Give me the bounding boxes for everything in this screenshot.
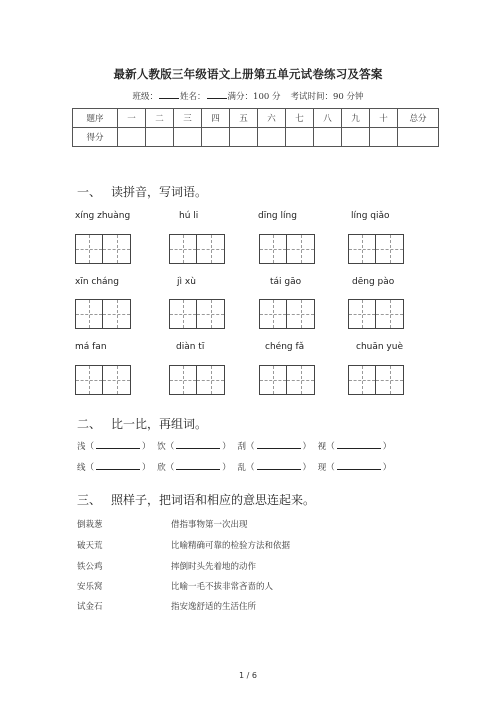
score-value-row bbox=[73, 128, 439, 147]
pinyin-text: tái gāo bbox=[270, 277, 302, 287]
answer-blank[interactable] bbox=[176, 440, 220, 449]
section3-title: 照样子，把词语和相应的意思连起来。 bbox=[111, 493, 316, 507]
writing-box[interactable] bbox=[259, 234, 315, 264]
score-cell[interactable] bbox=[370, 128, 398, 147]
writing-box[interactable] bbox=[169, 299, 225, 329]
page-number: 1 / 6 bbox=[239, 671, 257, 680]
answer-blank[interactable] bbox=[257, 440, 301, 449]
writing-grid-row-2 bbox=[75, 299, 421, 329]
pinyin-row-2 bbox=[75, 277, 421, 291]
word-group-item: 线（ ） bbox=[77, 463, 151, 473]
score-cell[interactable] bbox=[342, 128, 370, 147]
pinyin-text: má fan bbox=[75, 342, 107, 352]
match-meaning[interactable]: 借指事物第一次出现 bbox=[171, 520, 248, 530]
class-blank[interactable] bbox=[159, 89, 179, 99]
score-header-cell: 十 bbox=[370, 109, 398, 128]
section2-heading bbox=[77, 415, 207, 432]
pinyin-text: dīng líng bbox=[258, 211, 297, 221]
answer-blank[interactable] bbox=[96, 461, 140, 470]
writing-box[interactable] bbox=[169, 234, 225, 264]
section1-heading bbox=[77, 183, 207, 200]
section3-heading bbox=[77, 491, 315, 508]
score-table bbox=[72, 108, 439, 147]
name-blank[interactable] bbox=[207, 89, 227, 99]
class-label: 班级： bbox=[132, 92, 159, 102]
writing-box[interactable] bbox=[169, 365, 225, 395]
section1-number: 一、 bbox=[77, 185, 102, 199]
score-cell[interactable] bbox=[286, 128, 314, 147]
match-word[interactable]: 铁公鸡 bbox=[77, 562, 103, 572]
pinyin-text: xíng zhuàng bbox=[75, 211, 131, 221]
score-cell[interactable] bbox=[398, 128, 439, 147]
pinyin-text: chéng fǎ bbox=[265, 342, 305, 352]
writing-box[interactable] bbox=[348, 234, 404, 264]
score-header-cell: 二 bbox=[146, 109, 174, 128]
writing-box[interactable] bbox=[259, 365, 315, 395]
exam-info bbox=[0, 89, 496, 102]
score-header-cell: 四 bbox=[202, 109, 230, 128]
exam-time: 考试时间：90 分钟 bbox=[290, 92, 364, 102]
word-group-item: 乱（ ） bbox=[237, 463, 312, 473]
match-word[interactable]: 破天荒 bbox=[77, 541, 103, 551]
score-header-cell: 六 bbox=[258, 109, 286, 128]
answer-blank[interactable] bbox=[176, 461, 220, 470]
section2-title: 比一比，再组词。 bbox=[111, 417, 208, 431]
score-header-cell: 总分 bbox=[398, 109, 439, 128]
match-word[interactable]: 安乐窝 bbox=[77, 582, 103, 592]
word-group-row-2 bbox=[77, 461, 395, 473]
writing-box[interactable] bbox=[348, 299, 404, 329]
writing-box[interactable] bbox=[75, 234, 131, 264]
writing-grid-row-1 bbox=[75, 234, 421, 264]
pinyin-text: hú li bbox=[179, 211, 199, 221]
exam-title: 最新人教版三年级语文上册第五单元试卷练习及答案 bbox=[113, 67, 383, 81]
answer-blank[interactable] bbox=[337, 440, 381, 449]
section2-number: 二、 bbox=[77, 417, 102, 431]
char: 饮 bbox=[157, 442, 166, 452]
word-group-item: 视（ ） bbox=[317, 442, 392, 452]
writing-grid-row-3 bbox=[75, 365, 421, 395]
answer-blank[interactable] bbox=[337, 461, 381, 470]
word-group-item: 浅（ ） bbox=[77, 442, 151, 452]
char: 线 bbox=[77, 463, 86, 473]
word-group-item: 饮（ ） bbox=[157, 442, 231, 452]
score-header-row bbox=[73, 109, 439, 128]
score-header-cell: 一 bbox=[118, 109, 146, 128]
pinyin-row-1 bbox=[75, 211, 421, 225]
pinyin-text: líng qiǎo bbox=[351, 211, 390, 221]
word-group-item: 刮（ ） bbox=[237, 442, 312, 452]
writing-box[interactable] bbox=[75, 299, 131, 329]
score-cell[interactable] bbox=[258, 128, 286, 147]
match-meaning[interactable]: 摔倒时头先着地的动作 bbox=[171, 562, 257, 572]
score-header-cell: 七 bbox=[286, 109, 314, 128]
score-header-cell: 八 bbox=[314, 109, 342, 128]
char: 浅 bbox=[77, 442, 86, 452]
writing-box[interactable] bbox=[348, 365, 404, 395]
score-row-label: 得分 bbox=[73, 128, 118, 147]
match-word[interactable]: 试金石 bbox=[77, 602, 103, 612]
pinyin-text: chuān yuè bbox=[356, 342, 404, 352]
match-word[interactable]: 倒栽葱 bbox=[77, 520, 103, 530]
section1-title: 读拼音，写词语。 bbox=[111, 185, 208, 199]
score-cell[interactable] bbox=[314, 128, 342, 147]
match-meaning[interactable]: 比喻精确可靠的检验方法和依据 bbox=[171, 541, 291, 551]
full-score: 满分：100 分 bbox=[227, 92, 281, 102]
pinyin-text: diàn tī bbox=[176, 342, 205, 352]
score-header-cell: 题序 bbox=[73, 109, 118, 128]
score-cell[interactable] bbox=[230, 128, 258, 147]
section3-number: 三、 bbox=[77, 493, 102, 507]
char: 刮 bbox=[237, 442, 247, 452]
pinyin-row-3 bbox=[75, 342, 421, 356]
score-header-cell: 五 bbox=[230, 109, 258, 128]
char: 现 bbox=[317, 463, 327, 473]
char: 视 bbox=[317, 442, 327, 452]
score-cell[interactable] bbox=[202, 128, 230, 147]
char: 乱 bbox=[237, 463, 247, 473]
match-meaning[interactable]: 比喻一毛不拔非常吝啬的人 bbox=[171, 582, 274, 592]
match-meaning[interactable]: 指安逸舒适的生活住所 bbox=[171, 602, 257, 612]
word-group-row-1 bbox=[77, 440, 395, 452]
answer-blank[interactable] bbox=[257, 461, 301, 470]
word-group-item: 欣（ ） bbox=[157, 463, 231, 473]
score-cell[interactable] bbox=[174, 128, 202, 147]
score-header-cell: 九 bbox=[342, 109, 370, 128]
score-cell[interactable] bbox=[146, 128, 174, 147]
char: 欣 bbox=[157, 463, 166, 473]
pinyin-text: jì xù bbox=[177, 277, 196, 287]
pinyin-text: dēng pào bbox=[352, 277, 395, 287]
writing-box[interactable] bbox=[259, 299, 315, 329]
score-cell[interactable] bbox=[118, 128, 146, 147]
score-header-cell: 三 bbox=[174, 109, 202, 128]
name-label: 姓名： bbox=[180, 92, 206, 102]
writing-box[interactable] bbox=[75, 365, 131, 395]
word-group-item: 现（ ） bbox=[317, 463, 392, 473]
answer-blank[interactable] bbox=[96, 440, 140, 449]
pinyin-text: xīn cháng bbox=[75, 277, 119, 287]
